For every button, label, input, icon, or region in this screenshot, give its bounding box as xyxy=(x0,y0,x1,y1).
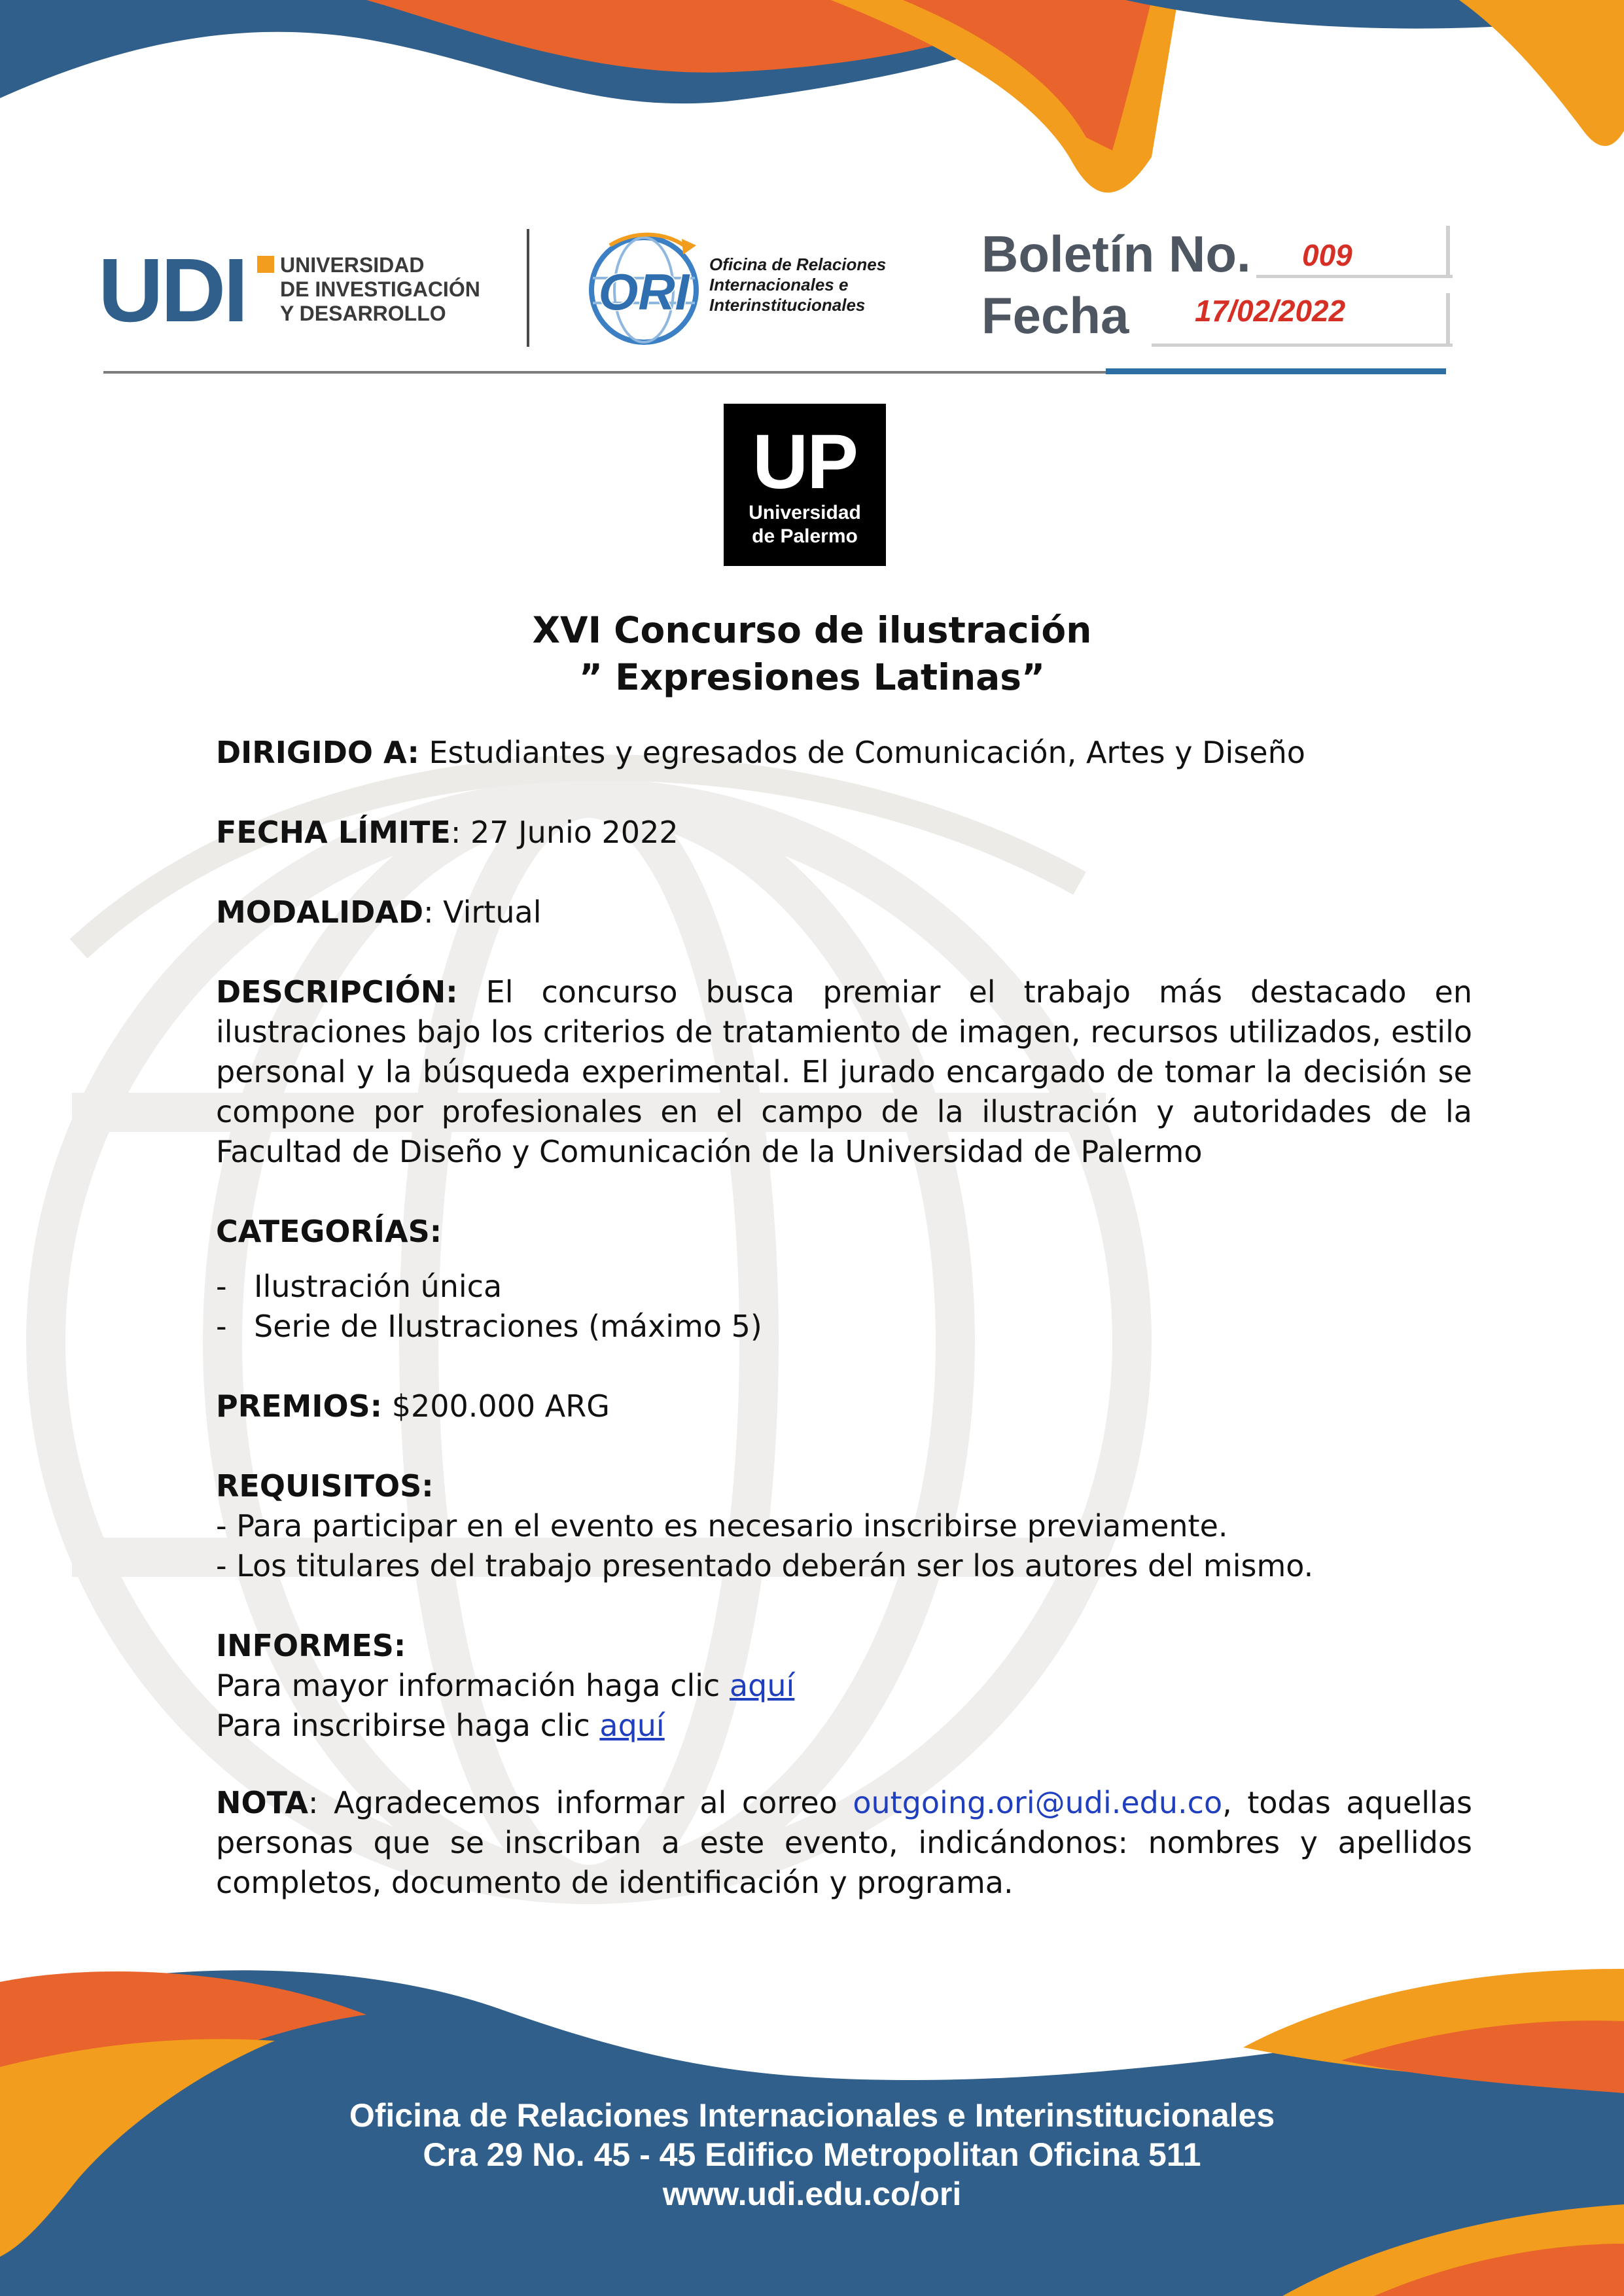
bulletin-number-box-edge xyxy=(1446,226,1450,278)
requirement-item: - Para participar en el evento es necesario inscribirse previamente. xyxy=(216,1508,1228,1544)
list-item: - Ilustración única xyxy=(216,1269,503,1304)
up-logo-mark: UP xyxy=(752,419,857,505)
date-value: 17/02/2022 xyxy=(1195,294,1346,328)
ori-globe-icon xyxy=(584,226,705,347)
bulletin-number-label: Boletín No. xyxy=(981,225,1251,283)
requirements-label: REQUISITOS: xyxy=(216,1468,434,1504)
bulletin-number-value: 009 xyxy=(1302,238,1352,272)
section-text: El concurso busca premiar el trabajo más destacado en ilustraciones bajo los criterios de tratamiento de imagen, recursos utilizados, estilo personal y la búsqueda experimental. El jurado encargado de tomar la decisión se compone por profesionales en el campo de la ilustración y autoridades de la Facultad de Diseño y Comunicación de la Universidad de Palermo xyxy=(216,974,1472,1169)
udi-logo-mark: UDI xyxy=(98,240,246,341)
categories-list xyxy=(216,1267,1472,1347)
list-item: - Serie de Ilustraciones (máximo 5) xyxy=(216,1309,762,1344)
section-label: PREMIOS: xyxy=(216,1388,383,1424)
requirement-item: - Los titulares del trabajo presentado deberán ser los autores del mismo. xyxy=(216,1548,1314,1583)
list-item-text: Serie de Ilustraciones (máximo 5) xyxy=(254,1309,762,1344)
bulletin-content xyxy=(216,733,1472,1903)
footer-website: www.udi.edu.co/ori xyxy=(662,2176,962,2212)
ori-logo-text xyxy=(709,255,886,315)
note-text: : Agradecemos informar al correo xyxy=(308,1785,853,1820)
up-logo-line: Universidad xyxy=(749,502,861,523)
universidad-de-palermo-logo xyxy=(724,404,886,566)
section-label: DESCRIPCIÓN: xyxy=(216,974,458,1010)
target-audience-section xyxy=(216,733,1472,773)
modality-section xyxy=(216,892,1472,932)
more-info-link[interactable]: aquí xyxy=(729,1668,795,1703)
section-text: : 27 Junio 2022 xyxy=(450,815,679,850)
header-rule-accent xyxy=(1106,368,1446,374)
note-section xyxy=(216,1783,1472,1903)
section-text: : Virtual xyxy=(423,894,542,930)
information-text: Para inscribirse haga clic xyxy=(216,1708,600,1743)
description-section xyxy=(216,972,1472,1172)
header-rule xyxy=(103,371,1204,374)
udi-logo-line: UNIVERSIDAD xyxy=(280,253,425,277)
section-label: DIRIGIDO A: xyxy=(216,735,419,770)
document-title: XVI Concurso de ilustración xyxy=(532,609,1092,651)
udi-logo xyxy=(98,240,497,344)
list-item-text: Ilustración única xyxy=(254,1269,503,1304)
date-label: Fecha xyxy=(981,287,1129,344)
information-line xyxy=(216,1666,1472,1706)
udi-logo-line: DE INVESTIGACIÓN xyxy=(280,277,480,301)
deadline-section xyxy=(216,813,1472,853)
contact-email-link[interactable]: outgoing.ori@udi.edu.co xyxy=(853,1785,1223,1820)
registration-link[interactable]: aquí xyxy=(599,1708,665,1743)
ori-logo xyxy=(584,226,937,347)
document-subtitle: ” Expresiones Latinas” xyxy=(578,656,1046,698)
up-logo-line: de Palermo xyxy=(752,525,858,547)
bulletin-number-box-line xyxy=(1256,275,1453,278)
footer-address: Cra 29 No. 45 - 45 Edifico Metropolitan Oficina 511 xyxy=(423,2136,1201,2173)
ori-globe-mark: ORI xyxy=(598,263,690,321)
section-text: Estudiantes y egresados de Comunicación, Artes y Diseño xyxy=(419,735,1305,770)
categories-label: CATEGORÍAS: xyxy=(216,1214,442,1249)
udi-logo-accent xyxy=(257,256,274,273)
udi-logo-text xyxy=(280,253,480,326)
section-label: FECHA LÍMITE xyxy=(216,815,451,850)
prizes-section xyxy=(216,1386,1472,1426)
date-box-line xyxy=(1152,344,1453,347)
information-line xyxy=(216,1706,1472,1746)
udi-logo-line: Y DESARROLLO xyxy=(280,302,446,325)
date-box-edge xyxy=(1446,293,1450,345)
information-text: Para mayor información haga clic xyxy=(216,1668,730,1703)
section-label: MODALIDAD xyxy=(216,894,424,930)
header-divider xyxy=(527,229,529,347)
ori-logo-line: Interinstitucionales xyxy=(709,295,866,315)
footer-office-name: Oficina de Relaciones Internacionales e Interinstitucionales xyxy=(349,2097,1275,2134)
information-label: INFORMES: xyxy=(216,1628,406,1663)
note-text: , todas aquellas personas que se inscriban a este evento, indicándonos: nombres y apellidos completos, documento de identificación y programa. xyxy=(216,1785,1472,1900)
section-label: NOTA xyxy=(216,1785,309,1820)
ori-logo-line: Oficina de Relaciones xyxy=(709,255,887,274)
ori-logo-line: Internacionales e xyxy=(709,275,849,294)
section-text: $200.000 ARG xyxy=(382,1388,610,1424)
